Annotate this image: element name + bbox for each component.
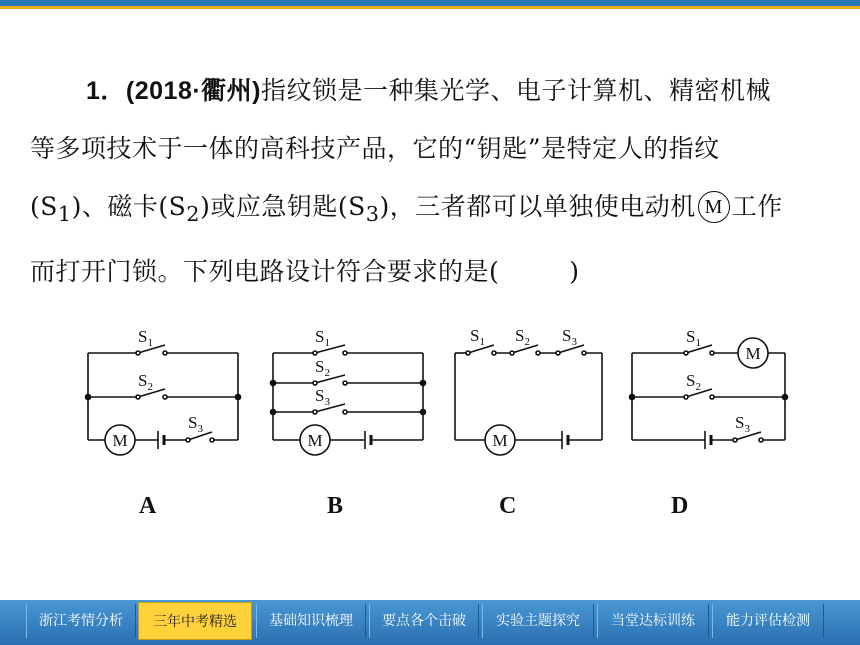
circuit-b [271,345,426,455]
text-segment: )，三者都可以单独使电动机 [379,192,696,221]
text-segment: )或应急钥匙(S [200,192,366,221]
switch-label: $S_3$ [735,413,750,435]
switch-label: $S_2$ [138,371,153,393]
bottom-nav-bar [0,600,860,645]
option-a-label[interactable]: A [139,493,157,519]
text-segment: 而打开门锁。下列电路设计符合要求的是( [30,257,500,286]
question-line-2: 等多项技术于一体的高科技产品，它的“钥匙”是特定人的指纹 [30,134,720,163]
question-source: (2018·衢州) [125,77,261,105]
subscript: 3 [365,202,380,226]
circuit-a [86,345,241,455]
option-c-label[interactable]: C [499,493,517,519]
switch-label: $S_1$ [315,327,330,349]
motor-symbol-inline: M [698,191,730,223]
question-line-3 [30,178,830,243]
text-segment: 工作 [731,192,783,221]
nav-tab-key-points[interactable]: 要点各个击破 [369,604,479,638]
nav-tab-exam-analysis[interactable]: 浙江考情分析 [26,604,136,638]
nav-tab-selected-exams[interactable]: 三年中考精选 [138,602,252,640]
question-text [30,62,830,301]
switch-label: $S_3$ [315,386,330,408]
circuit-diagrams [0,315,860,475]
circuit-c [455,345,602,455]
circuit-d [630,338,788,449]
question-line-1 [30,62,830,120]
switch-label: $S_2$ [515,326,530,348]
subscript: 2 [186,202,201,226]
switch-label: $S_3$ [188,413,203,435]
nav-tab-ability-assessment[interactable]: 能力评估检测 [712,604,824,638]
switch-label: $S_1$ [686,327,701,349]
text-segment: (S [30,192,58,221]
switch-label: $S_2$ [686,371,701,393]
option-d-label[interactable]: D [671,493,689,519]
switch-label: $S_3$ [562,326,577,348]
motor-label: M [745,344,761,363]
switch-label: $S_2$ [315,357,330,379]
motor-label: M [112,431,128,450]
top-accent-stripe [0,6,860,9]
question-number: 1． [86,77,126,105]
nav-tab-basic-knowledge[interactable]: 基础知识梳理 [256,604,366,638]
question-line-4 [30,243,830,301]
switch-label: $S_1$ [138,327,153,349]
subscript: 1 [57,202,72,226]
option-b-label[interactable]: B [327,493,344,519]
nav-tab-experiments[interactable]: 实验主题探究 [482,604,594,638]
text-segment: ) [569,257,580,286]
nav-tab-classroom-practice[interactable]: 当堂达标训练 [597,604,709,638]
motor-label: M [307,431,323,450]
motor-label: M [492,431,508,450]
switch-label: $S_1$ [470,326,485,348]
text-segment: )、磁卡(S [71,192,187,221]
question-line-1-text: 指纹锁是一种集光学、电子计算机、精密机械 [261,76,772,105]
